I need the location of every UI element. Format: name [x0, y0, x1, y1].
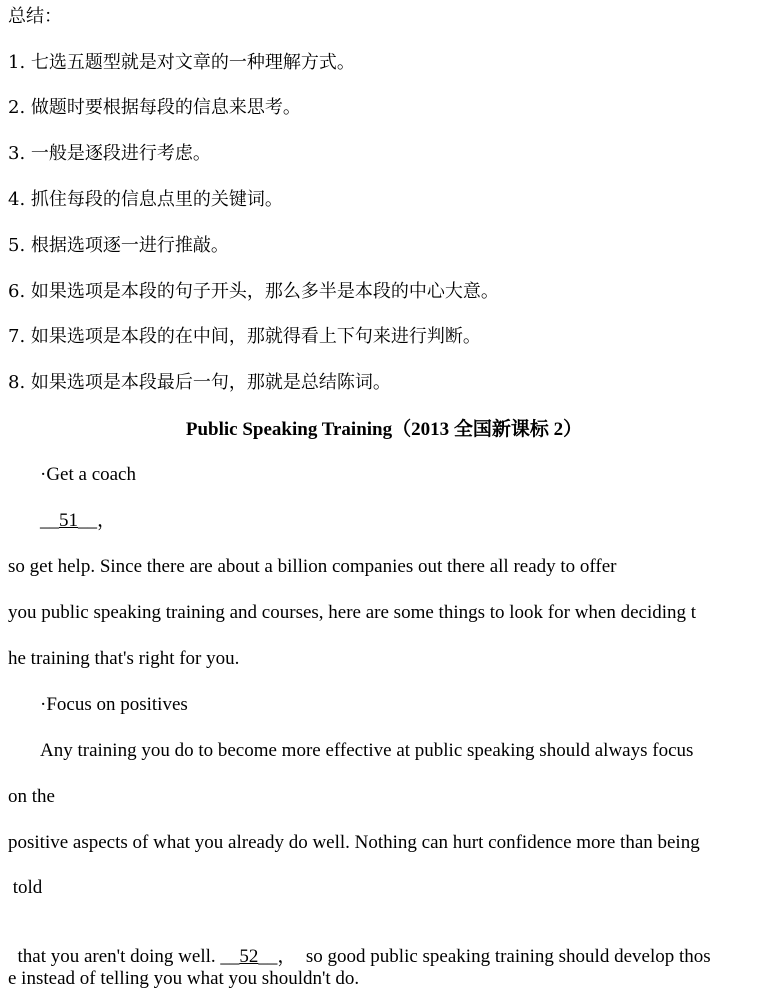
paragraph-2-line-5-post: __， so good public speaking training should develop thos [258, 946, 711, 967]
blank-51 [40, 510, 116, 532]
summary-item-3: 3. 一般是逐段进行考虑。 [8, 143, 211, 164]
paragraph-1-line-3: he training that's right for you. [8, 648, 240, 669]
summary-item-8: 8. 如果选项是本段最后一句，那就是总结陈词。 [8, 372, 391, 393]
blank-51-number: 51 [59, 510, 78, 531]
summary-item-6: 6. 如果选项是本段的句子开头，那么多半是本段的中心大意。 [8, 281, 499, 302]
paragraph-2-line-3: positive aspects of what you already do well. Nothing can hurt confidence more than being [8, 832, 700, 853]
blank-51-pre: __ [40, 510, 59, 531]
summary-heading: 总结： [8, 6, 62, 27]
paragraph-2-line-2: on the [8, 786, 55, 807]
summary-item-2: 2. 做题时要根据每段的信息来思考。 [8, 97, 301, 118]
section-heading-positives: ·Focus on positives [40, 694, 188, 715]
section-heading-coach: ·Get a coach [40, 464, 136, 485]
summary-item-4: 4. 抓住每段的信息点里的关键词。 [8, 189, 283, 210]
summary-item-7: 7. 如果选项是本段的在中间，那就得看上下句来进行判断。 [8, 326, 481, 347]
paragraph-1-line-1: so get help. Since there are about a billion companies out there all ready to offer [8, 556, 617, 577]
paragraph-2-line-6: e instead of telling you what you shouldn't do. [8, 968, 360, 989]
paragraph-2-line-5 [8, 924, 711, 968]
paragraph-2-line-1: Any training you do to become more effective at public speaking should always focus [40, 740, 694, 761]
paragraph-2-line-5-pre: that you aren't doing well. __ [17, 946, 240, 967]
paragraph-2-line-4: told [8, 877, 43, 898]
summary-item-5: 5. 根据选项逐一进行推敲。 [8, 235, 229, 256]
paragraph-1-line-2: you public speaking training and courses, here are some things to look for when deciding t [8, 602, 697, 623]
blank-51-post: __， [78, 510, 117, 531]
summary-item-1: 1. 七选五题型就是对文章的一种理解方式。 [8, 52, 355, 73]
article-title: Public Speaking Training（2013 全国新课标 2） [185, 419, 583, 440]
blank-52-number: 52 [239, 946, 259, 967]
